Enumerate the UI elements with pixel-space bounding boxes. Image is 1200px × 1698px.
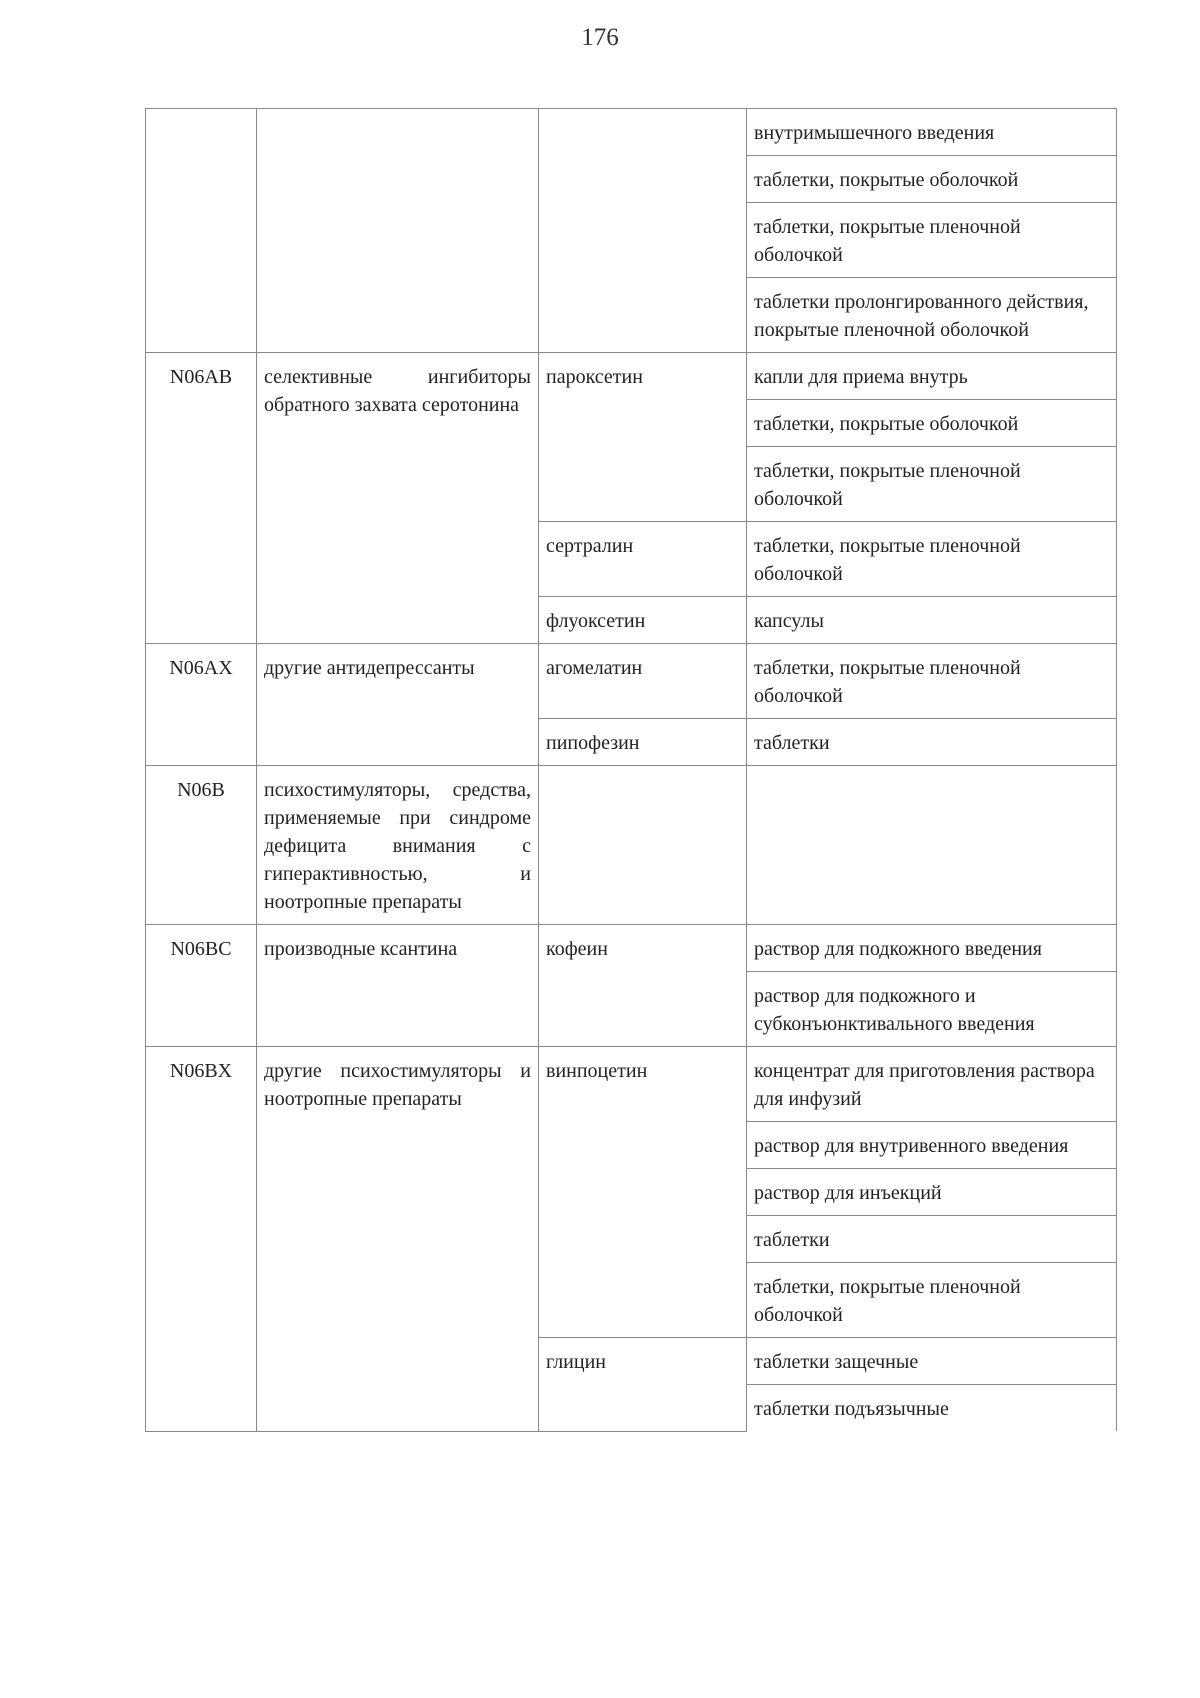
- dosage-form-cell: [747, 766, 1117, 925]
- atc-code-cell: N06B: [146, 766, 257, 925]
- dosage-form-cell: таблетки подъязычные: [747, 1385, 1117, 1432]
- dosage-form-cell: капли для приема внутрь: [747, 353, 1117, 400]
- dosage-form-cell: таблетки, покрытые пленочной оболочкой: [747, 522, 1117, 597]
- dosage-form-cell: таблетки, покрытые пленочной оболочкой: [747, 1263, 1117, 1338]
- table-row: [146, 925, 1117, 972]
- group-name-cell: селективные ингибиторы обратного захвата серотонина: [257, 353, 539, 644]
- page-number: 176: [581, 24, 619, 51]
- dosage-form-cell: раствор для подкожного и субконъюнктивального введения: [747, 972, 1117, 1047]
- group-name-cell: [257, 109, 539, 353]
- dosage-form-cell: таблетки, покрытые пленочной оболочкой: [747, 644, 1117, 719]
- drug-name-cell: сертралин: [539, 522, 747, 597]
- dosage-form-cell: таблетки: [747, 1216, 1117, 1263]
- group-name-cell: другие психостимуляторы и ноотропные препараты: [257, 1047, 539, 1432]
- drug-name-cell: пипофезин: [539, 719, 747, 766]
- atc-code-cell: N06BC: [146, 925, 257, 1047]
- dosage-form-cell: таблетки защечные: [747, 1338, 1117, 1385]
- dosage-form-cell: внутримышечного введения: [747, 109, 1117, 156]
- dosage-form-cell: концентрат для приготовления раствора для инфузий: [747, 1047, 1117, 1122]
- table-row: [146, 644, 1117, 719]
- dosage-form-cell: капсулы: [747, 597, 1117, 644]
- table-row: [146, 766, 1117, 925]
- atc-code-cell: [146, 109, 257, 353]
- drug-name-cell: винпоцетин: [539, 1047, 747, 1338]
- dosage-form-cell: таблетки: [747, 719, 1117, 766]
- drug-name-cell: кофеин: [539, 925, 747, 1047]
- drug-name-cell: глицин: [539, 1338, 747, 1432]
- atc-code-cell: N06BX: [146, 1047, 257, 1432]
- dosage-form-cell: таблетки, покрытые пленочной оболочкой: [747, 447, 1117, 522]
- dosage-form-cell: раствор для подкожного введения: [747, 925, 1117, 972]
- atc-code-cell: N06AB: [146, 353, 257, 644]
- atc-code-cell: N06AX: [146, 644, 257, 766]
- table-row: [146, 109, 1117, 156]
- drug-name-cell: [539, 766, 747, 925]
- dosage-form-cell: таблетки пролонгированного действия, покрытые пленочной оболочкой: [747, 278, 1117, 353]
- group-name-cell: психостимуляторы, средства, применяемые при синдроме дефицита внимания с гиперактивностью, и ноотропные препараты: [257, 766, 539, 925]
- dosage-form-cell: раствор для внутривенного введения: [747, 1122, 1117, 1169]
- dosage-form-cell: таблетки, покрытые пленочной оболочкой: [747, 203, 1117, 278]
- dosage-form-cell: раствор для инъекций: [747, 1169, 1117, 1216]
- group-name-cell: другие антидепрессанты: [257, 644, 539, 766]
- drug-name-cell: флуоксетин: [539, 597, 747, 644]
- table-row: [146, 1047, 1117, 1122]
- dosage-form-cell: таблетки, покрытые оболочкой: [747, 156, 1117, 203]
- drug-table: [145, 108, 1117, 1432]
- drug-name-cell: пароксетин: [539, 353, 747, 522]
- drug-name-cell: [539, 109, 747, 353]
- table-row: [146, 353, 1117, 400]
- dosage-form-cell: таблетки, покрытые оболочкой: [747, 400, 1117, 447]
- group-name-cell: производные ксантина: [257, 925, 539, 1047]
- drug-name-cell: агомелатин: [539, 644, 747, 719]
